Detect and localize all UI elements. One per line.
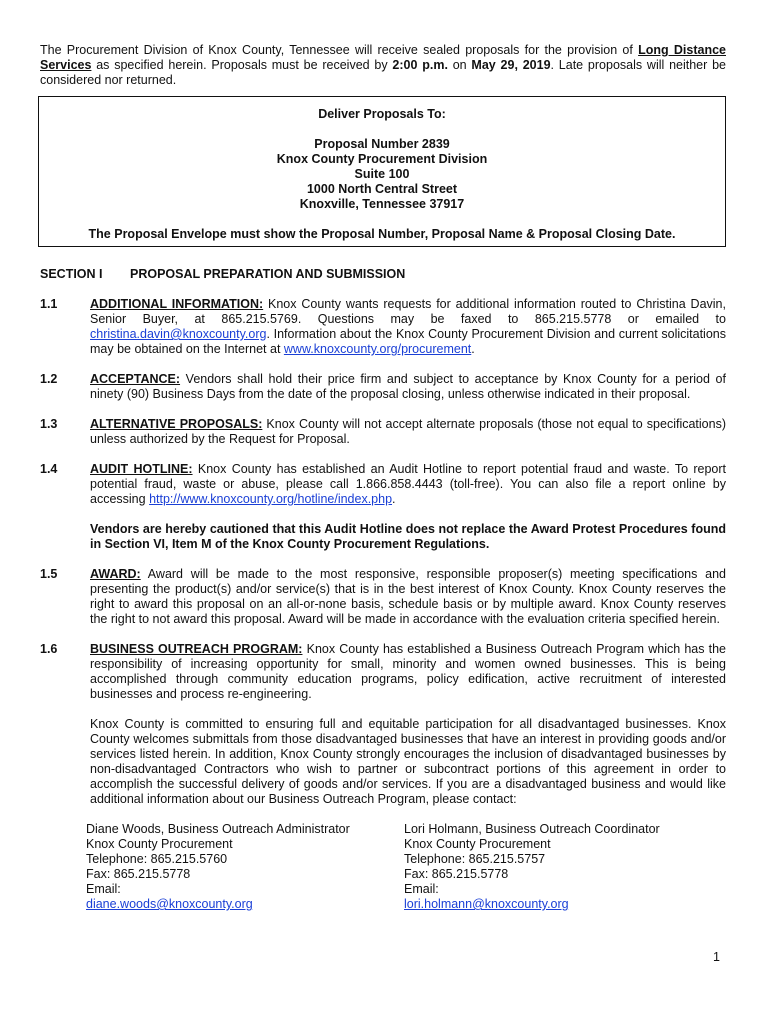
deliver-address-line: Knoxville, Tennessee 37917 bbox=[299, 197, 465, 211]
intro-text: . Late proposals will neither be considered nor returned. bbox=[40, 58, 726, 87]
item-number: 1.1 bbox=[40, 297, 58, 311]
contact-card bbox=[404, 822, 722, 912]
item-title: ACCEPTANCE: bbox=[90, 372, 181, 386]
email-label: Email: bbox=[404, 882, 439, 896]
page-number: 1 bbox=[713, 950, 720, 964]
item-title: ADDITIONAL INFORMATION: bbox=[90, 297, 264, 311]
contact-email-row bbox=[404, 882, 722, 912]
contacts-block bbox=[86, 822, 726, 912]
deliver-address-line: Knox County Procurement Division bbox=[276, 152, 488, 166]
item-number: 1.4 bbox=[40, 462, 58, 476]
item-title: AUDIT HOTLINE: bbox=[90, 462, 193, 476]
deliver-address-line: Proposal Number 2839 bbox=[314, 137, 450, 151]
intro-paragraph bbox=[40, 43, 726, 88]
item-number: 1.5 bbox=[40, 567, 58, 581]
document-page bbox=[40, 43, 726, 912]
item-text: Knox County has established a Business Outreach Program which has the responsibility of increasing opportunity for small, minority and women owned businesses. This is being accomplished through community education programs, policy edification, active recruitment of interested businesses and process re-engineering. bbox=[90, 642, 727, 701]
item-1-6 bbox=[40, 642, 726, 807]
item-title: AWARD: bbox=[90, 567, 141, 581]
item-body bbox=[90, 642, 726, 807]
item-body bbox=[90, 567, 726, 627]
email-label: Email: bbox=[86, 882, 121, 896]
contact-fax: Fax: 865.215.5778 bbox=[404, 867, 509, 881]
hotline-caution: Vendors are hereby cautioned that this Audit Hotline does not replace the Award Protest Procedures found in Section VI, Item M of the Knox County Procurement Regulations. bbox=[90, 522, 726, 551]
item-text: Knox County has established an Audit Hotline to report potential fraud and waste. To report potential fraud, waste or abuse, please call 1.866.858.4443 (toll-free). You can also file a report online by accessing bbox=[90, 462, 727, 506]
intro-text: as specified herein. Proposals must be received by bbox=[91, 58, 393, 72]
deadline-time: 2:00 p.m. bbox=[392, 58, 448, 72]
item-1-1 bbox=[40, 297, 726, 357]
item-number: 1.3 bbox=[40, 417, 58, 431]
item-text: . bbox=[471, 342, 475, 356]
item-title: BUSINESS OUTREACH PROGRAM: bbox=[90, 642, 303, 656]
contact-name: Diane Woods, Business Outreach Administrator bbox=[86, 822, 350, 836]
service-name: Long Distance Services bbox=[40, 43, 726, 72]
intro-text: on bbox=[447, 58, 472, 72]
deliver-heading: Deliver Proposals To: bbox=[318, 107, 446, 121]
section-title: PROPOSAL PREPARATION AND SUBMISSION bbox=[130, 267, 406, 281]
item-1-2 bbox=[40, 372, 726, 402]
item-number: 1.6 bbox=[40, 642, 58, 656]
contact-org: Knox County Procurement bbox=[86, 837, 233, 851]
procurement-url-link[interactable]: www.knoxcounty.org/procurement bbox=[283, 342, 472, 356]
item-1-3 bbox=[40, 417, 726, 447]
item-text: Vendors shall hold their price firm and subject to acceptance by Knox County for a period of ninety (90) Business Days from the date of the proposal closing, unless otherwise indicated in their proposal. bbox=[90, 372, 726, 401]
intro-text: The Procurement Division of Knox County, Tennessee will receive sealed proposals for the provision of bbox=[40, 43, 639, 57]
deliver-address-line: Suite 100 bbox=[354, 167, 410, 181]
deadline-date: May 29, 2019 bbox=[471, 58, 551, 72]
item-text: Knox County wants requests for additional information routed to Christina Davin, Senior Buyer, at 865.215.5769. Questions may be faxed to 865.215.5778 or emailed to bbox=[90, 297, 726, 326]
item-number: 1.2 bbox=[40, 372, 58, 386]
item-text: Award will be made to the most responsive, responsible proposer(s) meeting specifications and presenting the product(s) and/or service(s) that is in the best interest of Knox County. Knox County reserves the right to award this proposal on an all-or-none basis, schedule basis or by multiple award. Knox County reserves the right to not award this proposal. Award will be made in accordance with the evaluation criteria specified herein. bbox=[90, 567, 726, 626]
deliver-address-line: 1000 North Central Street bbox=[306, 182, 458, 196]
contact-email-row bbox=[86, 882, 404, 912]
item-body bbox=[90, 372, 726, 402]
contact-card bbox=[86, 822, 404, 912]
envelope-note: The Proposal Envelope must show the Proposal Number, Proposal Name & Proposal Closing Date. bbox=[88, 227, 676, 241]
item-1-5 bbox=[40, 567, 726, 627]
item-1-4 bbox=[40, 462, 726, 552]
contact-fax: Fax: 865.215.5778 bbox=[86, 867, 191, 881]
item-body bbox=[90, 462, 726, 552]
item-body bbox=[90, 297, 726, 357]
item-text: Knox County will not accept alternate proposals (those not equal to specifications) unless authorized by the Request for Proposal. bbox=[90, 417, 726, 446]
contact-name: Lori Holmann, Business Outreach Coordinator bbox=[404, 822, 660, 836]
contact-email-link[interactable]: lori.holmann@knoxcounty.org bbox=[404, 897, 569, 911]
item-body bbox=[90, 417, 726, 447]
hotline-url-link[interactable]: http://www.knoxcounty.org/hotline/index.php bbox=[149, 492, 393, 506]
section-number: SECTION I bbox=[40, 267, 103, 281]
email-link[interactable]: christina.davin@knoxcounty.org bbox=[90, 327, 267, 341]
section-heading bbox=[40, 267, 726, 282]
contact-phone: Telephone: 865.215.5757 bbox=[404, 852, 546, 866]
item-text: . bbox=[392, 492, 396, 506]
deliver-proposals-box bbox=[38, 96, 726, 247]
outreach-paragraph: Knox County is committed to ensuring full and equitable participation for all disadvantaged businesses. Knox County welcomes submittals from those disadvantaged businesses that have an interest in providing goods and/or services listed herein. In addition, Knox County strongly encourages the inclusion of disadvantaged businesses by non-disadvantaged Contractors who wish to partner or subcontract portions of this agreement in order to accomplish the successful delivery of goods and/or services. If you are a disadvantaged business and would like additional information about our Business Outreach Program, please contact: bbox=[90, 717, 726, 806]
item-title: ALTERNATIVE PROPOSALS: bbox=[90, 417, 263, 431]
contact-org: Knox County Procurement bbox=[404, 837, 551, 851]
contact-email-link[interactable]: diane.woods@knoxcounty.org bbox=[86, 897, 253, 911]
contact-phone: Telephone: 865.215.5760 bbox=[86, 852, 228, 866]
item-text: . Information about the Knox County Procurement Division and current solicitations may be obtained on the Internet at bbox=[90, 327, 726, 356]
